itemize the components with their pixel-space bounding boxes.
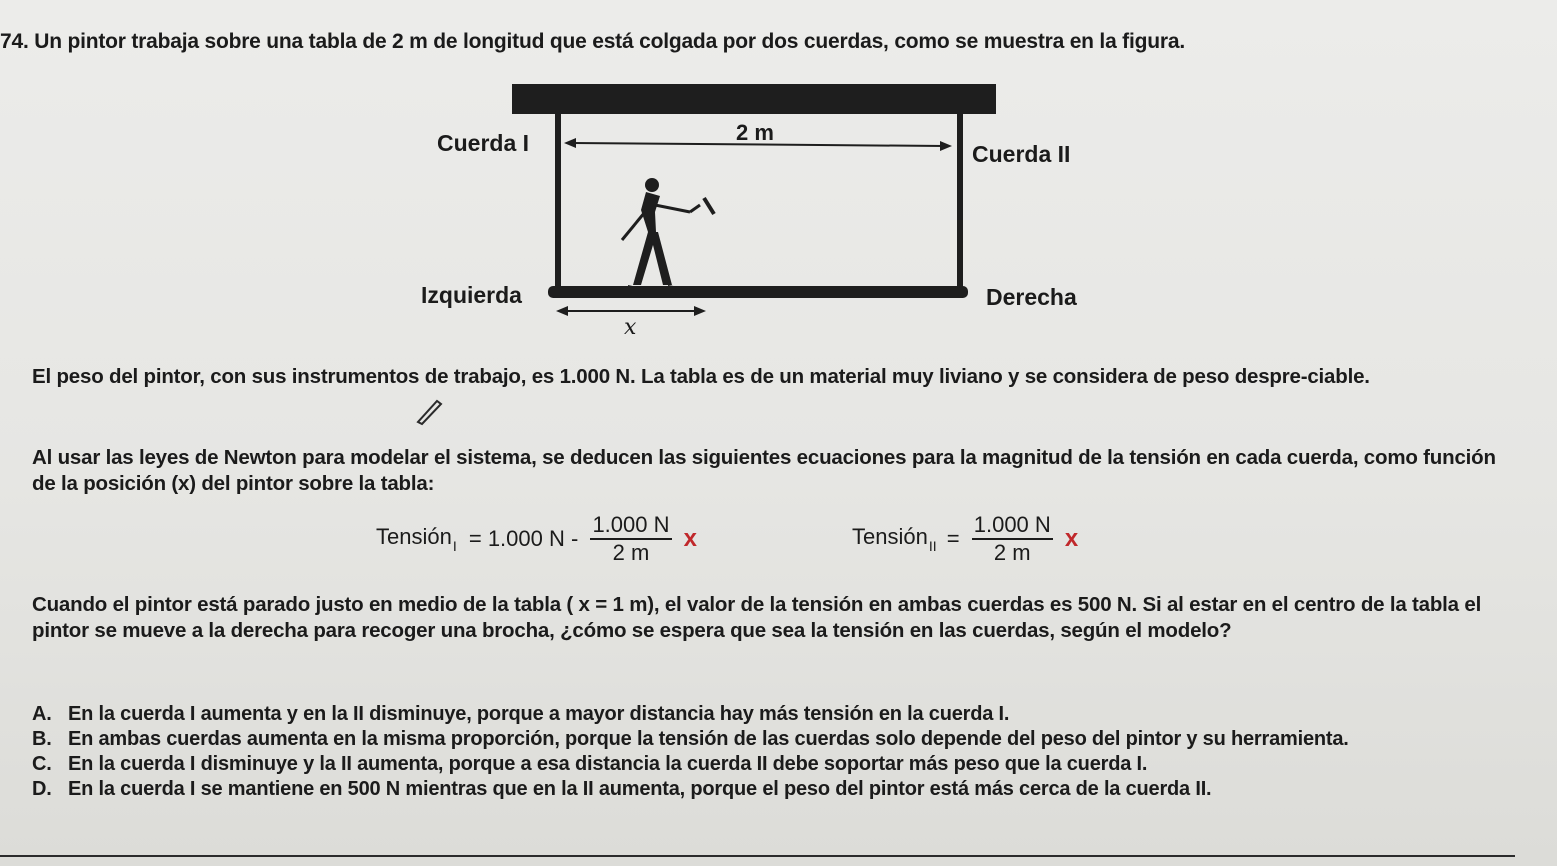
board [548, 286, 968, 298]
painter-board-figure [0, 0, 1557, 350]
option-c-text: En la cuerda I disminuye y la II aumenta, porque a esa distancia la cuerda II debe soportar más peso que la cuerda I. [68, 753, 1148, 775]
equation-2-variable: x [1064, 525, 1079, 552]
rope-2-label: Cuerda II [972, 141, 1071, 167]
equation-tension-1 [376, 512, 697, 566]
equation-2-numerator: 1.000 N [972, 512, 1053, 540]
option-d-text: En la cuerda I se mantiene en 500 N mientras que en la II aumenta, porque el peso del pintor está más cerca de la cuerda II. [68, 778, 1212, 800]
equation-2-label: Tensión$_{II}$ [852, 524, 937, 554]
x-label: x [624, 315, 637, 340]
bottom-rule [0, 855, 1515, 857]
option-a-letter: A. [32, 703, 52, 725]
option-d-letter: D. [32, 778, 52, 800]
option-a[interactable] [32, 702, 1522, 727]
right-label: Derecha [986, 284, 1077, 310]
equation-1-denominator: 2 m [612, 540, 650, 565]
equation-1-variable: x [683, 525, 697, 552]
length-arrow-head-left [564, 138, 576, 148]
x-arrow-head-left [556, 306, 568, 316]
equation-1-numerator: 1.000 N [590, 512, 671, 540]
option-b-letter: B. [32, 728, 52, 750]
weight-paragraph: El peso del pintor, con sus instrumentos de trabajo, es 1.000 N. La tabla es de un material muy liviano y se considera de peso despre-ciable. [32, 365, 1370, 388]
x-arrow-head-right [694, 306, 706, 316]
left-label: Izquierda [421, 282, 522, 308]
equation-1-label: Tensión$_I$ [376, 524, 457, 554]
pencil-doodle-icon [414, 398, 444, 428]
option-b-text: En ambas cuerdas aumenta en la misma proporción, porque la tensión de las cuerdas solo depende del peso del pintor y su herramienta. [68, 728, 1349, 750]
ceiling-beam [512, 84, 996, 114]
length-arrow-head-right [940, 141, 952, 151]
question-paragraph: Cuando el pintor está parado justo en medio de la tabla ( x = 1 m), el valor de la tensión en ambas cuerdas es 500 N. Si al estar en el centro de la tabla el pintor se mueve a la derecha para recoger una brocha, ¿cómo se espera que sea la tensión en las cuerdas, según el modelo? [32, 593, 1482, 642]
equation-1-subscript: I [452, 538, 457, 554]
rope-1-label: Cuerda I [437, 130, 530, 156]
equation-1-fraction [590, 512, 671, 566]
equation-2-subscript: II [928, 538, 937, 554]
equation-2-denominator: 2 m [993, 540, 1031, 565]
equation-2-fraction [972, 512, 1053, 566]
length-label: 2 m [736, 120, 774, 145]
equation-1-rest: = 1.000 N - [468, 526, 579, 551]
question-number: 74. [0, 30, 29, 53]
painter-figure [622, 178, 714, 289]
option-c[interactable] [32, 752, 1522, 777]
equation-tension-2 [852, 512, 1078, 566]
model-paragraph: Al usar las leyes de Newton para modelar el sistema, se deducen las siguientes ecuaciones para la magnitud de la tensión en cada cuerda, como función de la posición (x) del pintor sobre la tabla: [32, 446, 1496, 495]
option-d[interactable] [32, 777, 1522, 802]
option-a-text: En la cuerda I aumenta y en la II disminuye, porque a mayor distancia hay más tensión en la cuerda I. [68, 703, 1010, 725]
answer-options [32, 702, 1522, 802]
question-title: Un pintor trabaja sobre una tabla de 2 m de longitud que está colgada por dos cuerdas, como se muestra en la figura. [34, 30, 1185, 53]
equation-2-rest: = [946, 526, 960, 551]
option-c-letter: C. [32, 753, 52, 775]
option-b[interactable] [32, 727, 1522, 752]
